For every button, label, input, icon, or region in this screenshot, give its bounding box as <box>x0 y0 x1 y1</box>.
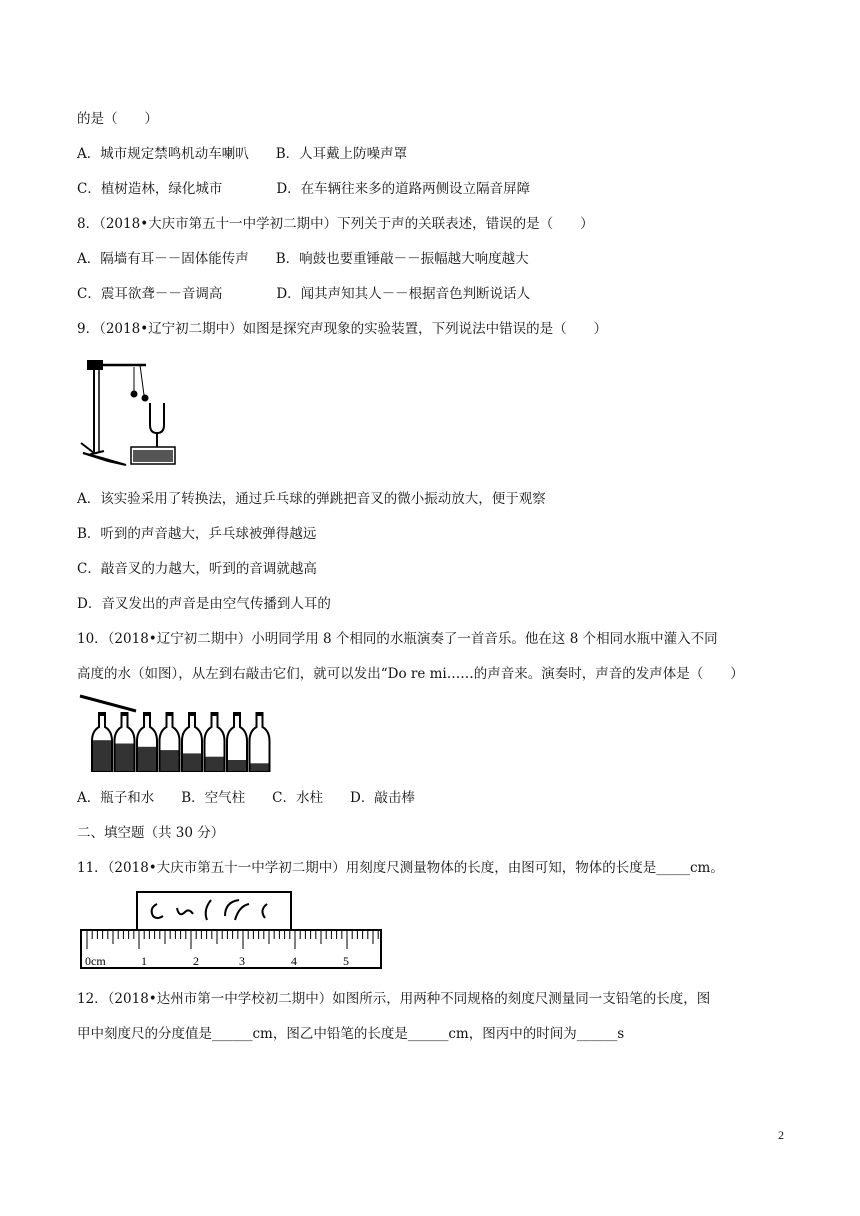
bottle-water <box>206 757 224 771</box>
question-9-option-d: D．音叉发出的声音是由空气传播到人耳的 <box>77 596 331 612</box>
bottle-water <box>251 763 269 771</box>
question-10-stem-line1: 10．（2018•辽宁初二期中）小明同学用 8 个相同的水瓶演奏了一首音乐。他在这 8 个相同水瓶中灌入不同 <box>77 631 718 647</box>
bottle-water <box>161 750 179 771</box>
ruler-label-5: 5 <box>343 954 349 968</box>
bottle-water <box>116 744 134 772</box>
bottle-cap <box>233 712 241 716</box>
bottle-water <box>93 740 111 771</box>
bottle-cap <box>211 712 219 716</box>
question-9-option-a: A．该实验采用了转换法，通过乒乓球的弹跳把音叉的微小振动放大，便于观察 <box>77 491 546 507</box>
question-7-stem-end: 的是（ ） <box>77 111 158 127</box>
question-9-option-b: B．听到的声音越大，乒乓球被弹得越远 <box>77 526 317 542</box>
bottle-cap <box>188 712 196 716</box>
question-9-option-c: C．敲音叉的力越大，听到的音调就越高 <box>77 561 317 577</box>
question-8-stem: 8．（2018•大庆市第五十一中学初二期中）下列关于声的关联表述，错误的是（ ） <box>77 216 594 232</box>
bottle-cap <box>256 712 264 716</box>
question-11-stem: 11．（2018•大庆市第五十一中学初二期中）用刻度尺测量物体的长度，由图可知，物体的长度是_____cm。 <box>77 860 724 876</box>
bottle-cap <box>121 712 129 716</box>
water-bottles-figure <box>78 693 284 775</box>
question-12-stem-line2: 甲中刻度尺的分度值是______cm，图乙中铅笔的长度是______cm，图丙中的时间为______s <box>77 1026 625 1042</box>
question-8-options-ab: A．隔墙有耳－－固体能传声 B．响鼓也要重锤敲－－振幅越大响度越大 <box>77 251 529 267</box>
question-8-options-cd: C．震耳欲聋－－音调高 D．闻其声知其人－－根据音色判断说话人 <box>77 286 531 302</box>
bottle-cap <box>166 712 174 716</box>
section-2-heading: 二、填空题（共 30 分） <box>77 825 225 841</box>
tuning-fork-figure <box>78 355 178 473</box>
question-12-stem-line1: 12．（2018•达州市第一中学校初二期中）如图所示，用两种不同规格的刻度尺测量同一支铅笔的长度，图 <box>77 991 711 1007</box>
ruler-label-1: 1 <box>141 954 147 968</box>
bottle <box>250 715 270 771</box>
bottle-water <box>228 760 246 771</box>
question-7-options-ab: A．城市规定禁鸣机动车喇叭 B．人耳戴上防噪声罩 <box>77 146 408 162</box>
question-9-stem: 9．（2018•辽宁初二期中）如图是探究声现象的实验装置，下列说法中错误的是（ ） <box>77 321 608 337</box>
ruler-label-0cm: 0cm <box>85 954 106 968</box>
page-number: 2 <box>778 1128 784 1142</box>
ruler-label-2: 2 <box>193 954 199 968</box>
question-10-stem-line2: 高度的水（如图），从左到右敲击它们，就可以发出“Do re mi……的声音来。演奏时，声音的发声体是（ ） <box>77 666 744 682</box>
ruler-label-4: 4 <box>291 954 297 968</box>
bottle-cap <box>98 712 106 716</box>
question-10-options: A．瓶子和水 B．空气柱 C．水柱 D．敲击棒 <box>77 790 415 806</box>
question-7-options-cd: C．植树造林，绿化城市 D．在车辆往来多的道路两侧设立隔音屏障 <box>77 181 531 197</box>
ruler-figure <box>79 888 384 973</box>
bottle-water <box>183 753 201 771</box>
bottle-water <box>138 747 156 771</box>
bottle-cap <box>143 712 151 716</box>
ruler-label-3: 3 <box>239 954 245 968</box>
